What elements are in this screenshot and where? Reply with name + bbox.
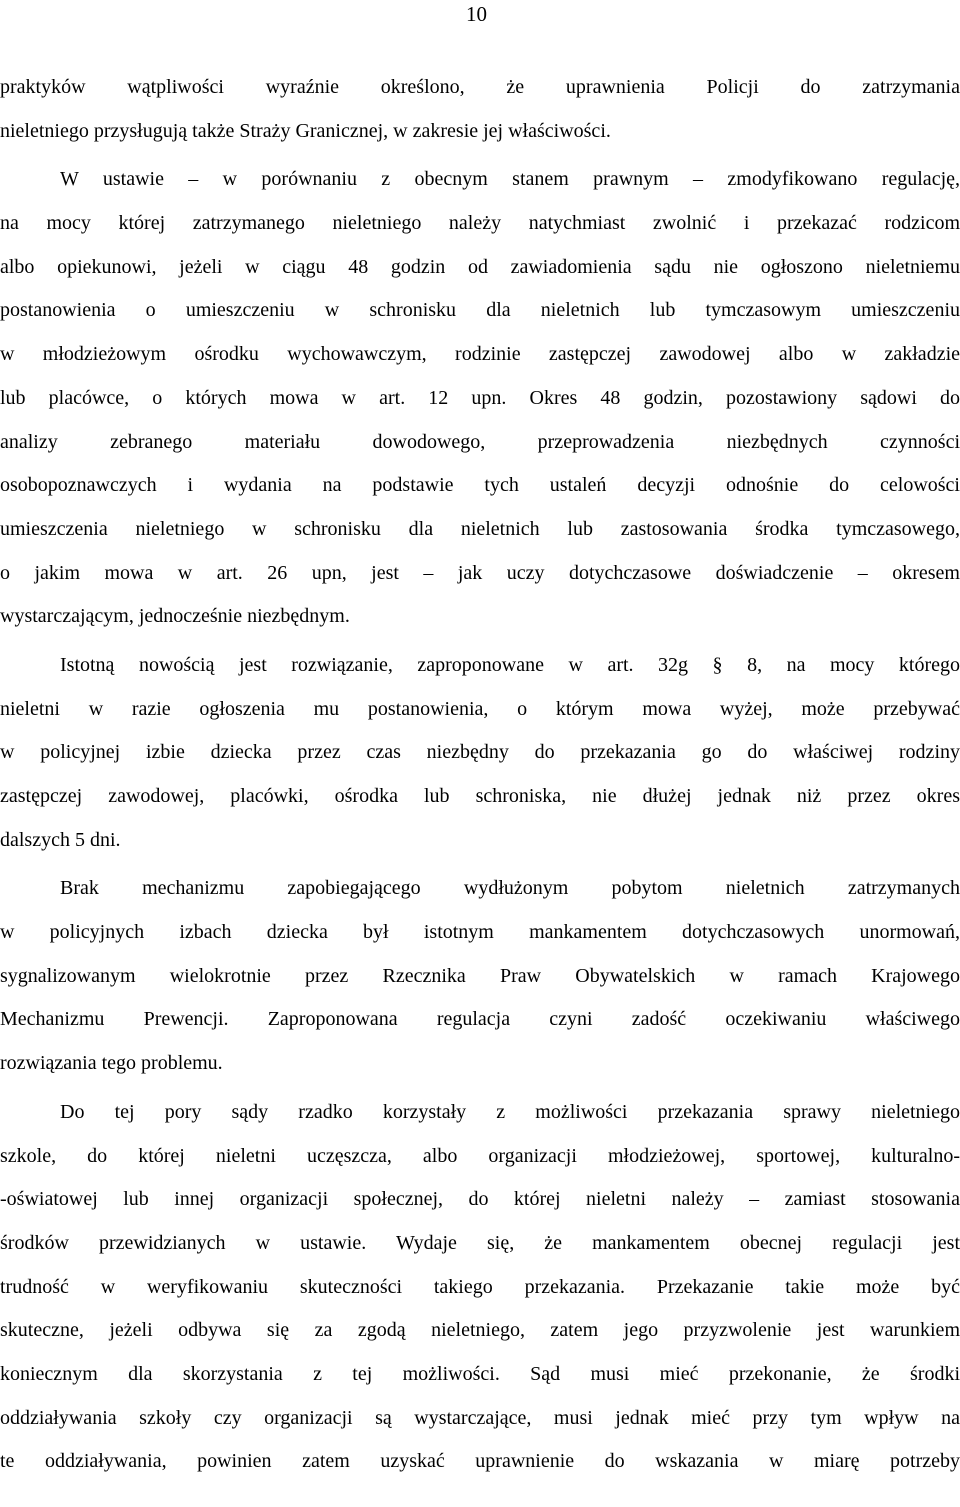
text-line: dalszych 5 dni. — [0, 828, 121, 851]
text-line: postanowienia o umieszczeniu w schronisku dla nieletnich lub tymczasowym umieszczeniu — [0, 299, 960, 322]
paragraph-4 — [0, 867, 960, 1085]
text-line: na mocy której zatrzymanego nieletniego należy natychmiast zwolnić i przekazać rodzicom — [0, 212, 960, 235]
text-line: o jakim mowa w art. 26 upn, jest – jak uczy dotychczasowe doświadczenie – okresem — [0, 561, 960, 584]
text-line: trudność w weryfikowaniu skuteczności takiego przekazania. Przekazanie takie może być — [0, 1275, 960, 1298]
text-line: albo opiekunowi, jeżeli w ciągu 48 godzin od zawiadomienia sądu nie ogłoszono nieletniemu — [0, 255, 960, 278]
text-line: W ustawie – w porównaniu z obecnym stanem prawnym – zmodyfikowano regulację, — [60, 168, 960, 191]
paragraph-2 — [0, 158, 960, 639]
text-line: Istotną nowością jest rozwiązanie, zaproponowane w art. 32g § 8, na mocy którego — [60, 653, 960, 676]
text-line: w młodzieżowym ośrodku wychowawczym, rodzinie zastępczej zawodowej albo w zakładzie — [0, 343, 960, 366]
text-line: te oddziaływania, powinien zatem uzyskać uprawnienie do wskazania w miarę potrzeby — [0, 1450, 960, 1473]
text-line: zastępczej zawodowej, placówki, ośrodka lub schroniska, nie dłużej jednak niż przez okres — [0, 785, 960, 807]
paragraph-1 — [0, 66, 960, 153]
text-line: Do tej pory sądy rzadko korzystały z możliwości przekazania sprawy nieletniego — [60, 1100, 960, 1123]
text-line: praktyków wątpliwości wyraźnie określono, że uprawnienia Policji do zatrzymania — [0, 76, 960, 98]
text-line: osobopoznawczych i wydania na podstawie tych ustaleń decyzji odnośnie do celowości — [0, 474, 960, 497]
text-line: nieletni w razie ogłoszenia mu postanowienia, o którym mowa wyżej, może przebywać — [0, 697, 960, 720]
text-line: lub placówce, o których mowa w art. 12 upn. Okres 48 godzin, pozostawiony sądowi do — [0, 386, 960, 409]
text-line: skuteczne, jeżeli odbywa się za zgodą nieletniego, zatem jego przyzwolenie jest warunkiem — [0, 1319, 960, 1342]
text-line: koniecznym dla skorzystania z tej możliwości. Sąd musi mieć przekonanie, że środki — [0, 1362, 960, 1385]
body-text — [0, 66, 960, 1484]
text-line: środków przewidzianych w ustawie. Wydaje się, że mankamentem obecnej regulacji jest — [0, 1231, 960, 1254]
text-line: oddziaływania szkoły czy organizacji są wystarczające, musi jednak mieć przy tym wpływ na — [0, 1406, 960, 1429]
paragraph-3 — [0, 644, 960, 862]
text-line: rozwiązania tego problemu. — [0, 1052, 223, 1075]
text-line: wystarczającym, jednocześnie niezbędnym. — [0, 605, 350, 628]
text-line: -oświatowej lub innej organizacji społecznej, do której nieletni należy – zamiast stosowania — [0, 1188, 960, 1211]
text-line: Mechanizmu Prewencji. Zaproponowana regulacja czyni zadość oczekiwaniu właściwego — [0, 1008, 960, 1031]
page-number: 10 — [466, 2, 487, 26]
text-line: nieletniego przysługują także Straży Granicznej, w zakresie jej właściwości. — [0, 119, 611, 142]
paragraph-5 — [0, 1091, 960, 1484]
text-line: sygnalizowanym wielokrotnie przez Rzecznika Praw Obywatelskich w ramach Krajowego — [0, 964, 960, 987]
text-line: umieszczenia nieletniego w schronisku dla nieletnich lub zastosowania środka tymczasowego, — [0, 517, 960, 540]
text-line: w policyjnych izbach dziecka był istotnym mankamentem dotychczasowych unormowań, — [0, 921, 960, 944]
text-line: analizy zebranego materiału dowodowego, przeprowadzenia niezbędnych czynności — [0, 430, 960, 453]
text-line: Brak mechanizmu zapobiegającego wydłużonym pobytom nieletnich zatrzymanych — [60, 877, 960, 900]
text-line: szkole, do której nieletni uczęszcza, albo organizacji młodzieżowej, sportowej, kulturalno- — [0, 1144, 960, 1167]
text-line: w policyjnej izbie dziecka przez czas niezbędny do przekazania go do właściwej rodziny — [0, 741, 960, 764]
